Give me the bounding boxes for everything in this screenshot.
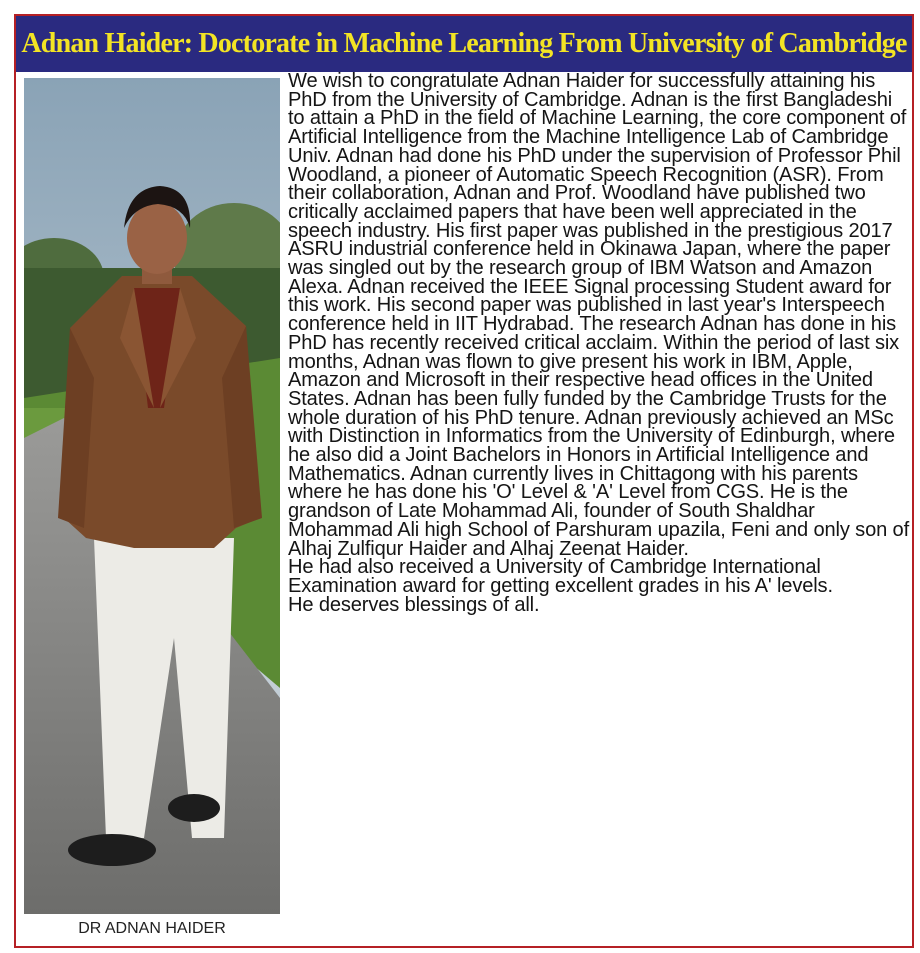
news-clipping	[14, 14, 914, 948]
portrait-photo	[24, 78, 280, 914]
headline: Adnan Haider: Doctorate in Machine Learning From University of Cambridge	[16, 16, 912, 72]
article-paragraph: We wish to congratulate Adnan Haider for successfully attaining his PhD from the University of Cambridge. Adnan is the first Bangladeshi to attain a PhD in the field of Machine Learning, the core component of Artificial Intelligence from the Machine Intelligence Lab of Cambridge Univ. Adnan had done his PhD under the supervision of Professor Phil Woodland, a pioneer of Automatic Speech Recognition (ASR). From their collaboration, Adnan and Prof. Woodland have published two critically acclaimed papers that have been well appreciated in the speech industry. His first paper was published in the prestigious 2017 ASRU industrial conference held in Okinawa Japan, where the paper was singled out by the research group of IBM Watson and Amazon Alexa. Adnan received the IEEE Signal processing Student award for this work. His second paper was published in last year's Interspeech conference held in IIT Hydrabad. The research Adnan has done in his PhD has recently received critical acclaim. Within the period of last six months, Adnan was flown to give present his work in IBM, Apple, Amazon and Microsoft in their respective head offices in the United States. Adnan has been fully funded by the Cambridge Trusts for the whole duration of his PhD tenure. Adnan previously achieved an MSc with Distinction in Informatics from the University of Edinburgh, where he also did a Joint Bachelors in Honors in Artificial Intelligence and Mathematics. Adnan currently lives in Chittagong with his parents where he has done his 'O' Level & 'A' Level from CGS. He is the grandson of Late Mohammad Ali, founder of South Shaldhar Mohammad Ali high School of Parshuram upazila, Feni and only son of Alhaj Zulfiqur Haider and Alhaj Zeenat Haider.	[288, 72, 910, 560]
portrait-photo-icon	[24, 78, 280, 914]
article-paragraph: He deserves blessings of all.	[288, 593, 540, 616]
article-body	[288, 72, 910, 944]
article-paragraph: He had also received a University of Cambridge International Examination award for getting excellent grades in his A' levels.	[288, 556, 833, 597]
photo-caption: DR ADNAN HAIDER	[78, 920, 226, 937]
